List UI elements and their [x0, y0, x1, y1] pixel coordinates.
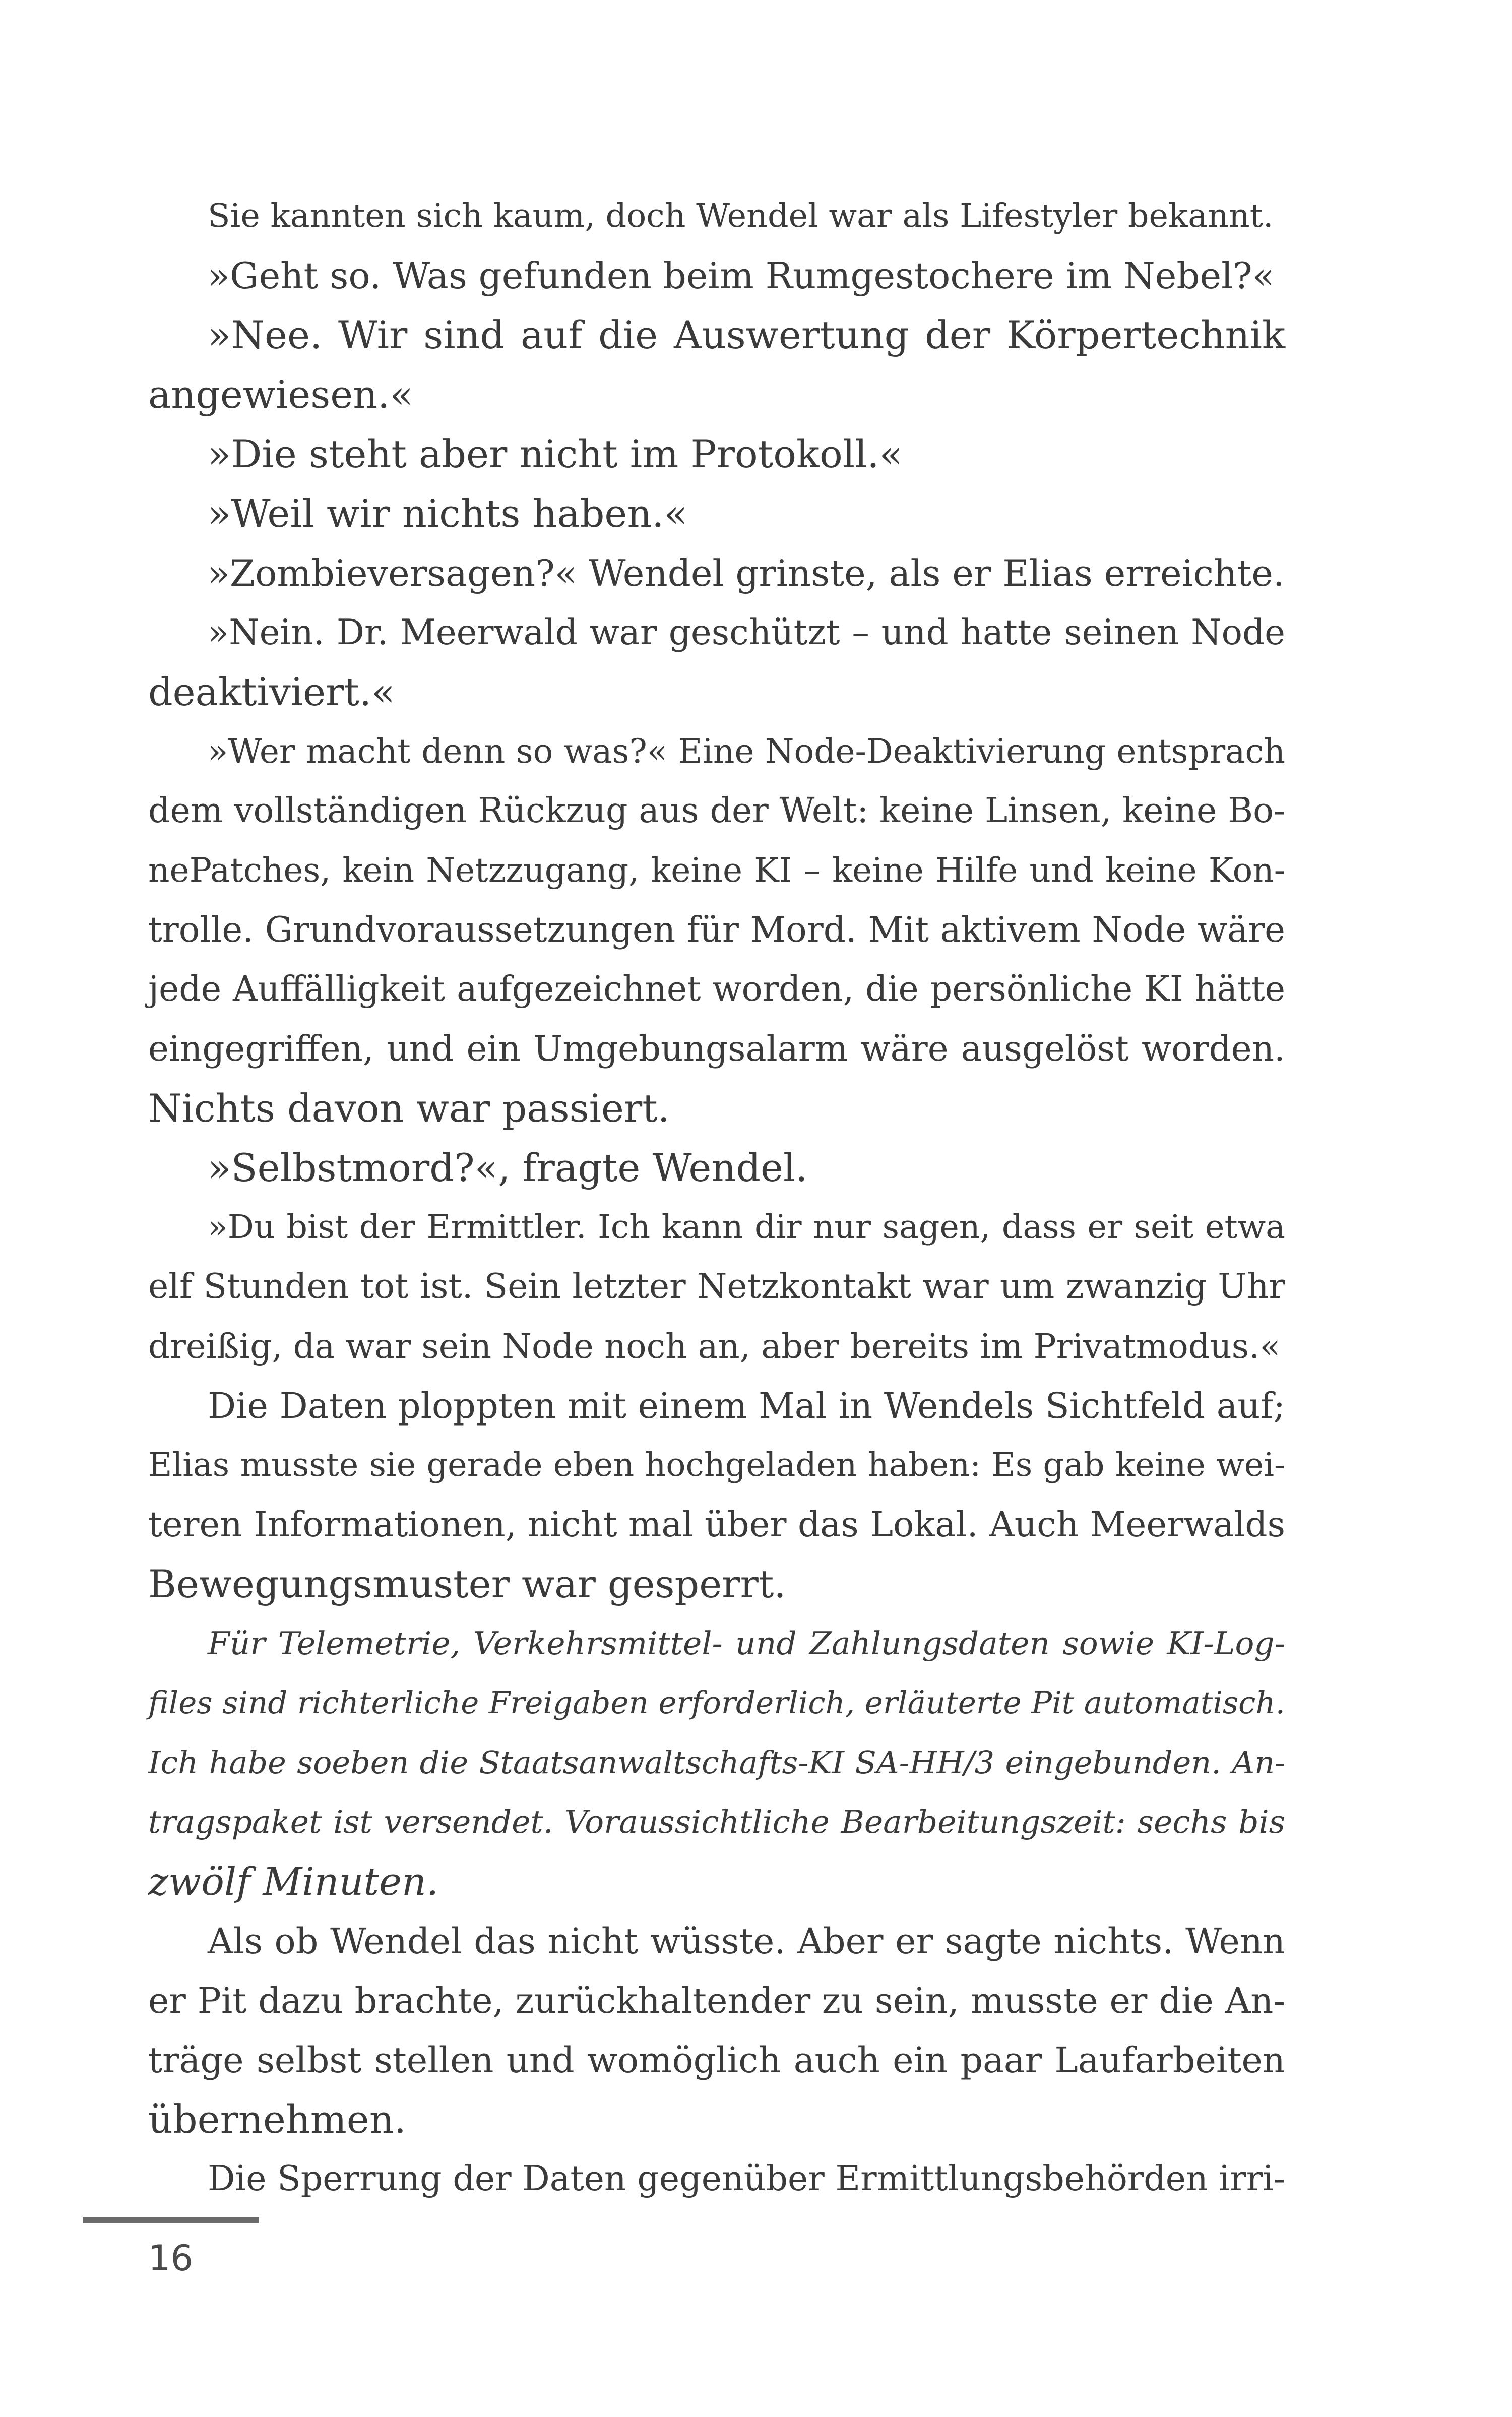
text-line: »Geht so. Was gefunden beim Rumgestochere im Nebel?« [208, 255, 1275, 297]
text-line: dreißig, da war sein Node noch an, aber bereits im Privatmodus.« [148, 1327, 1281, 1366]
text-line: deaktiviert.« [148, 669, 395, 714]
text-line: zwölf Minuten. [148, 1859, 439, 1904]
text-line: »Du bist der Ermittler. Ich kann dir nur sagen, dass er seit etwa [208, 1208, 1285, 1246]
text-line: Die Daten ploppten mit einem Mal in Wendels Sichtfeld auf; [208, 1385, 1285, 1427]
text-line: Bewegungsmuster war gesperrt. [148, 1562, 786, 1606]
text-line: »Nein. Dr. Meerwald war geschützt – und hatte seinen Node [208, 612, 1285, 653]
text-line: trolle. Grundvoraussetzungen für Mord. Mit aktivem Node wäre [148, 910, 1285, 950]
text-line: träge selbst stellen und womöglich auch ein paar Laufarbeiten [148, 2039, 1285, 2081]
text-line: »Selbstmord?«, fragte Wendel. [208, 1145, 808, 1190]
text-line: eingegriffen, und ein Umgebungsalarm wäre ausgelöst worden. [148, 1029, 1285, 1069]
text-line: angewiesen.« [148, 372, 413, 417]
text-line: »Weil wir nichts haben.« [208, 491, 687, 536]
text-line: übernehmen. [148, 2097, 406, 2142]
text-line: Sie kannten sich kaum, doch Wendel war als Lifestyler bekannt. [208, 197, 1274, 235]
text-line: teren Informationen, nicht mal über das Lokal. Auch Meerwalds [148, 1505, 1285, 1545]
text-line: dem vollständigen Rückzug aus der Welt: keine Linsen, keine Bo- [148, 791, 1285, 831]
text-line: Ich habe soeben die Staatsanwaltschafts-KI SA-HH/3 eingebunden. An- [148, 1744, 1285, 1781]
page-number: 16 [148, 2238, 194, 2279]
body-text [148, 187, 1285, 2209]
text-line: Elias musste sie gerade eben hochgeladen haben: Es gab keine wei- [148, 1446, 1285, 1484]
footer-rule [83, 2217, 259, 2223]
text-line: Als ob Wendel das nicht wüsste. Aber er sagte nichts. Wenn [208, 1920, 1285, 1962]
text-line: files sind richterliche Freigaben erforderlich, erläuterte Pit automatisch. [148, 1685, 1285, 1721]
text-line: tragspaket ist versendet. Voraussichtliche Bearbeitungszeit: sechs bis [148, 1804, 1285, 1840]
text-line: nePatches, kein Netzzugang, keine KI – keine Hilfe und keine Kon- [148, 851, 1285, 890]
text-line: Nichts davon war passiert. [148, 1086, 670, 1131]
text-line: Für Telemetrie, Verkehrsmittel- und Zahlungsdaten sowie KI-Log- [208, 1625, 1285, 1662]
text-line: »Zombieversagen?« Wendel grinste, als er Elias erreichte. [208, 552, 1285, 594]
text-line: jede Auffälligkeit aufgezeichnet worden, die persönliche KI hätte [148, 969, 1285, 1009]
text-line: Die Sperrung der Daten gegenüber Ermittlungsbehörden irri- [208, 2159, 1285, 2199]
text-line: elf Stunden tot ist. Sein letzter Netzkontakt war um zwanzig Uhr [148, 1267, 1285, 1307]
text-line: »Nee. Wir sind auf die Auswertung der Körpertechnik [208, 313, 1285, 357]
text-line: er Pit dazu brachte, zurückhaltender zu sein, musste er die An- [148, 1980, 1285, 2021]
text-line: »Wer macht denn so was?« Eine Node-Deaktivierung entsprach [208, 732, 1285, 771]
text-line: »Die steht aber nicht im Protokoll.« [208, 431, 903, 476]
